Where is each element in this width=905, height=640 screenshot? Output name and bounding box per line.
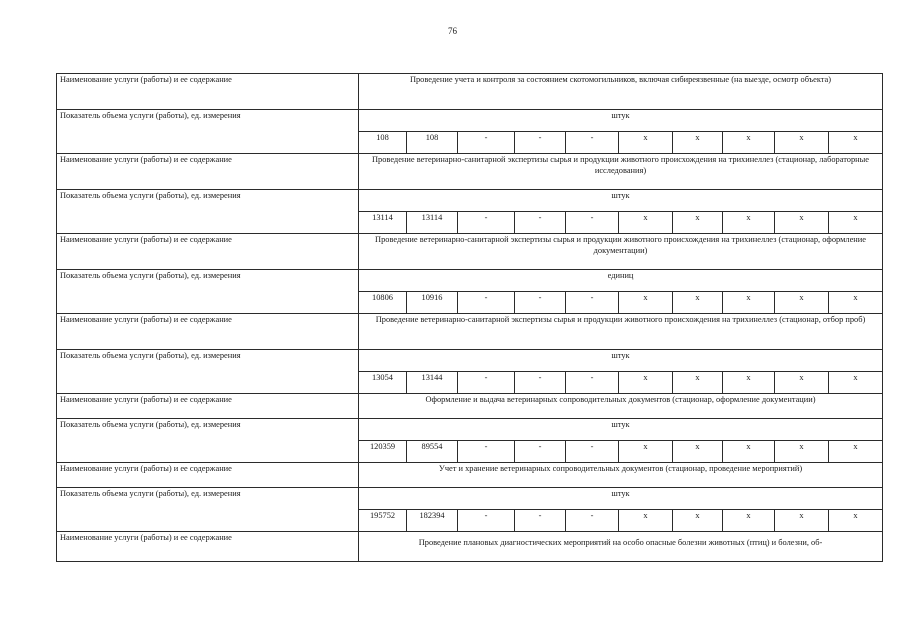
volume-value-cell: 108 (359, 132, 407, 154)
service-volume-table (56, 73, 883, 562)
service-name-label: Наименование услуги (работы) и ее содержание (57, 394, 359, 419)
volume-indicator-label: Показатель объема услуги (работы), ед. измерения (57, 488, 359, 532)
volume-value-cell: 13114 (407, 212, 458, 234)
volume-unit-row (57, 110, 883, 132)
volume-value-cell: 89554 (407, 441, 458, 463)
service-name-label: Наименование услуги (работы) и ее содержание (57, 74, 359, 110)
service-name-row (57, 154, 883, 190)
volume-value-cell: x (723, 441, 775, 463)
volume-value-cell: 13144 (407, 372, 458, 394)
volume-unit-row (57, 419, 883, 441)
volume-value-cell: - (515, 441, 566, 463)
service-name-label: Наименование услуги (работы) и ее содержание (57, 463, 359, 488)
volume-value-cell: x (829, 372, 883, 394)
volume-value-cell: x (775, 212, 829, 234)
volume-value-cell: - (566, 212, 619, 234)
volume-value-cell: x (673, 372, 723, 394)
volume-value-cell: x (619, 510, 673, 532)
volume-value-cell: x (775, 132, 829, 154)
volume-value-cell: - (566, 292, 619, 314)
service-name-row (57, 532, 883, 562)
service-name-row (57, 234, 883, 270)
service-name-label: Наименование услуги (работы) и ее содержание (57, 314, 359, 350)
service-name-row (57, 314, 883, 350)
unit-of-measure: штук (359, 190, 883, 212)
volume-value-cell: - (458, 441, 515, 463)
service-name-row (57, 74, 883, 110)
service-name-row (57, 463, 883, 488)
service-description: Проведение плановых диагностических мероприятий на особо опасные болезни животных (птиц) и болезни, об- (359, 532, 883, 562)
unit-of-measure: штук (359, 488, 883, 510)
unit-of-measure: штук (359, 110, 883, 132)
volume-value-cell: 13114 (359, 212, 407, 234)
volume-value-cell: x (673, 292, 723, 314)
volume-value-cell: x (775, 292, 829, 314)
volume-value-cell: x (723, 292, 775, 314)
service-description: Проведение учета и контроля за состоянием скотомогильников, включая сибиреязвенные (на выезде, осмотр объекта) (359, 74, 883, 110)
volume-value-cell: x (723, 372, 775, 394)
service-name-label: Наименование услуги (работы) и ее содержание (57, 154, 359, 190)
volume-value-cell: - (458, 212, 515, 234)
service-description: Проведение ветеринарно-санитарной экспертизы сырья и продукции животного происхождения на трихинеллез (стационар, оформление документации) (359, 234, 883, 270)
unit-of-measure: штук (359, 350, 883, 372)
volume-value-cell: x (829, 441, 883, 463)
volume-value-cell: - (515, 510, 566, 532)
volume-value-cell: x (829, 132, 883, 154)
service-name-label: Наименование услуги (работы) и ее содержание (57, 532, 359, 562)
volume-value-cell: - (566, 510, 619, 532)
service-name-label: Наименование услуги (работы) и ее содержание (57, 234, 359, 270)
volume-unit-row (57, 190, 883, 212)
volume-value-cell: x (723, 510, 775, 532)
volume-value-cell: x (723, 132, 775, 154)
volume-value-cell: x (673, 132, 723, 154)
volume-value-cell: x (619, 292, 673, 314)
volume-value-cell: 120359 (359, 441, 407, 463)
volume-value-cell: - (566, 441, 619, 463)
volume-value-cell: - (515, 372, 566, 394)
volume-indicator-label: Показатель объема услуги (работы), ед. измерения (57, 419, 359, 463)
volume-value-cell: x (619, 132, 673, 154)
volume-value-cell: 10916 (407, 292, 458, 314)
volume-unit-row (57, 350, 883, 372)
table-body (57, 74, 883, 562)
volume-value-cell: - (515, 212, 566, 234)
volume-value-cell: 108 (407, 132, 458, 154)
service-description: Проведение ветеринарно-санитарной экспертизы сырья и продукции животного происхождения на трихинеллез (стационар, лабораторные исследования) (359, 154, 883, 190)
volume-value-cell: - (458, 132, 515, 154)
volume-value-cell: x (775, 441, 829, 463)
volume-unit-row (57, 488, 883, 510)
volume-value-cell: x (829, 510, 883, 532)
volume-value-cell: x (673, 212, 723, 234)
volume-value-cell: x (619, 441, 673, 463)
volume-value-cell: x (673, 441, 723, 463)
volume-value-cell: - (566, 132, 619, 154)
volume-indicator-label: Показатель объема услуги (работы), ед. измерения (57, 110, 359, 154)
service-name-row (57, 394, 883, 419)
volume-value-cell: x (619, 372, 673, 394)
service-description: Оформление и выдача ветеринарных сопроводительных документов (стационар, оформление документации) (359, 394, 883, 419)
volume-value-cell: x (619, 212, 673, 234)
volume-value-cell: - (458, 372, 515, 394)
volume-value-cell: - (458, 510, 515, 532)
volume-value-cell: - (566, 372, 619, 394)
volume-value-cell: - (458, 292, 515, 314)
volume-value-cell: x (775, 372, 829, 394)
volume-value-cell: 195752 (359, 510, 407, 532)
volume-value-cell: x (775, 510, 829, 532)
volume-value-cell: x (829, 212, 883, 234)
service-description: Проведение ветеринарно-санитарной экспертизы сырья и продукции животного происхождения на трихинеллез (стационар, отбор проб) (359, 314, 883, 350)
volume-value-cell: x (829, 292, 883, 314)
volume-value-cell: - (515, 132, 566, 154)
volume-unit-row (57, 270, 883, 292)
volume-indicator-label: Показатель объема услуги (работы), ед. измерения (57, 190, 359, 234)
unit-of-measure: штук (359, 419, 883, 441)
volume-indicator-label: Показатель объема услуги (работы), ед. измерения (57, 270, 359, 314)
service-description: Учет и хранение ветеринарных сопроводительных документов (стационар, проведение мероприятий) (359, 463, 883, 488)
unit-of-measure: единиц (359, 270, 883, 292)
volume-value-cell: 182394 (407, 510, 458, 532)
volume-value-cell: 10806 (359, 292, 407, 314)
volume-value-cell: - (515, 292, 566, 314)
volume-indicator-label: Показатель объема услуги (работы), ед. измерения (57, 350, 359, 394)
volume-value-cell: x (723, 212, 775, 234)
volume-value-cell: 13054 (359, 372, 407, 394)
volume-value-cell: x (673, 510, 723, 532)
page-number: 76 (448, 26, 457, 36)
